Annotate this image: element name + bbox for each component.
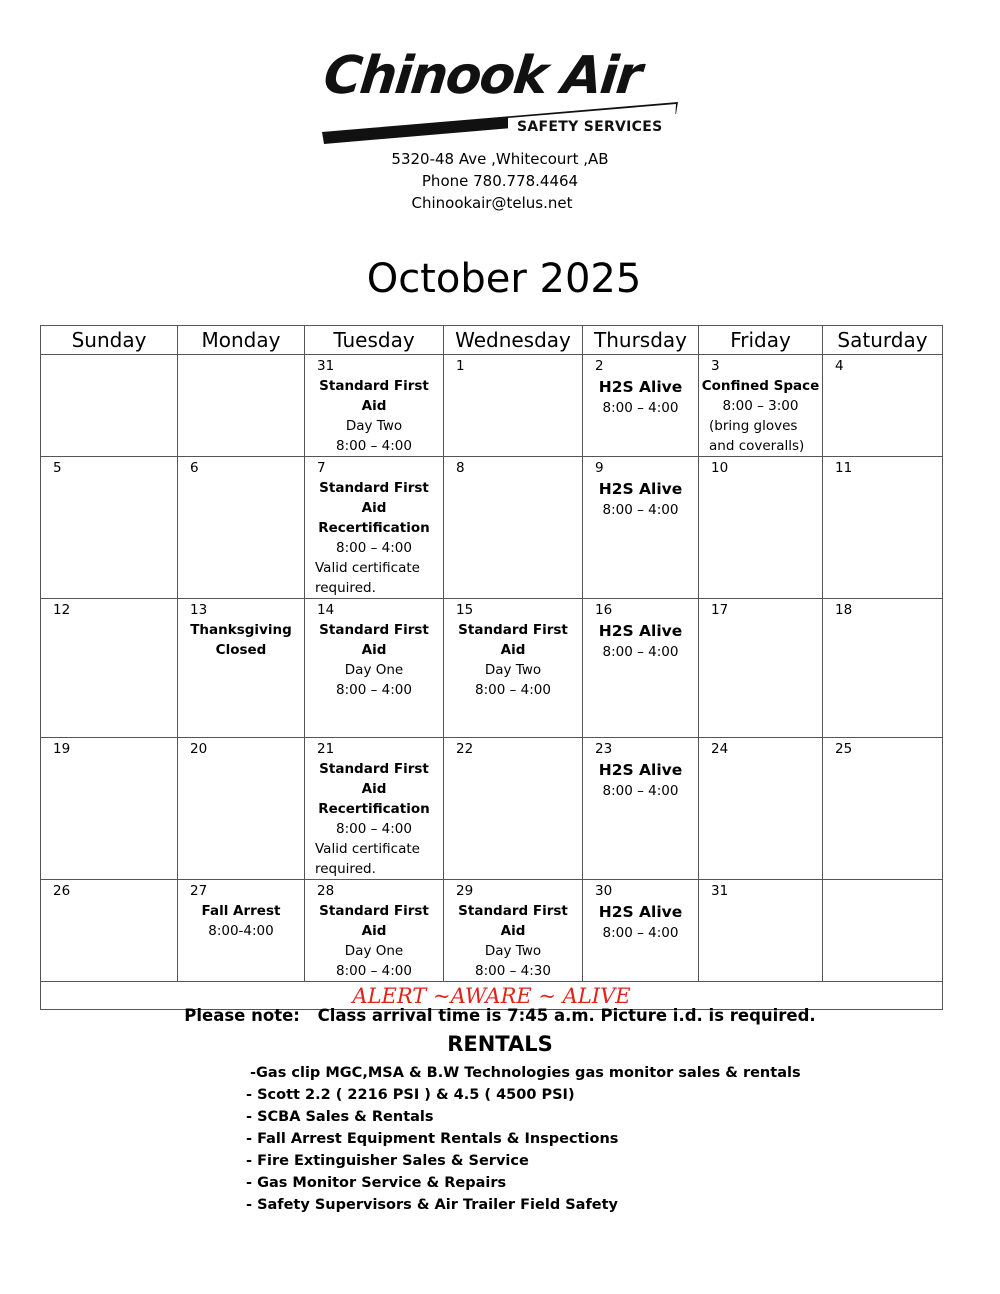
event-detail: 8:00 – 4:00 xyxy=(336,821,412,837)
event-detail: 8:00 – 4:00 xyxy=(602,400,679,416)
day-number: 25 xyxy=(835,741,853,757)
event-title: Standard First Aid xyxy=(319,378,429,414)
event-detail: Day One xyxy=(344,943,404,959)
page-title: October 2025 xyxy=(366,256,642,302)
event-detail: 8:00 – 4:00 xyxy=(336,963,412,979)
calendar-event xyxy=(305,376,443,456)
event-title: H2S Alive xyxy=(598,378,683,396)
weekday-header: Monday xyxy=(178,326,305,355)
day-cell xyxy=(699,880,823,982)
rental-item: -Gas clip MGC,MSA & B.W Technologies gas monitor sales & rentals xyxy=(250,1065,801,1081)
day-cell xyxy=(444,355,583,457)
company-logo xyxy=(318,44,688,150)
calendar-event xyxy=(444,901,582,981)
event-detail: Day Two xyxy=(484,943,542,959)
event-detail: Day Two xyxy=(345,418,403,434)
weekday-header-row xyxy=(41,326,943,355)
day-cell xyxy=(41,599,178,738)
day-cell xyxy=(41,355,178,457)
company-email: Chinookair@telus.net xyxy=(411,194,573,212)
calendar-event xyxy=(178,620,304,660)
event-note: and coveralls) xyxy=(709,438,805,454)
event-title: Standard First Aid xyxy=(319,761,429,797)
event-detail: 8:00 – 4:00 xyxy=(602,502,679,518)
event-note: (bring gloves xyxy=(709,418,798,434)
day-number: 13 xyxy=(190,602,208,618)
day-cell xyxy=(444,457,583,599)
event-subtitle: Closed xyxy=(215,642,267,658)
day-number: 28 xyxy=(317,883,335,899)
event-detail: 8:00 – 4:00 xyxy=(602,783,679,799)
day-cell xyxy=(444,599,583,738)
event-subtitle: Recertification xyxy=(318,801,430,817)
event-subtitle: Recertification xyxy=(318,520,430,536)
event-detail: 8:00 – 4:00 xyxy=(336,438,412,454)
rental-item: - Scott 2.2 ( 2216 PSI ) & 4.5 ( 4500 PSI) xyxy=(246,1087,575,1103)
event-title: H2S Alive xyxy=(598,903,683,921)
day-number: 18 xyxy=(835,602,853,618)
day-number: 7 xyxy=(317,460,326,476)
day-number: 21 xyxy=(317,741,335,757)
day-cell xyxy=(583,599,699,738)
event-detail: 8:00 – 4:00 xyxy=(336,540,412,556)
rental-item: - Safety Supervisors & Air Trailer Field Safety xyxy=(246,1197,618,1213)
day-number: 17 xyxy=(711,602,729,618)
logo-wordmark: Chinook Air xyxy=(320,46,644,106)
day-number: 24 xyxy=(711,741,729,757)
week-row xyxy=(41,355,943,457)
day-number: 20 xyxy=(190,741,208,757)
event-detail: 8:00 – 4:00 xyxy=(475,682,551,698)
day-number xyxy=(178,355,304,356)
day-number: 5 xyxy=(53,460,62,476)
day-cell xyxy=(823,599,943,738)
calendar-event xyxy=(583,759,698,801)
calendar-event xyxy=(444,620,582,700)
logo-subtitle: SAFETY SERVICES xyxy=(517,119,663,135)
rentals-list xyxy=(246,1062,801,1216)
rental-item: - Fall Arrest Equipment Rentals & Inspections xyxy=(246,1131,619,1147)
day-cell xyxy=(583,355,699,457)
day-cell xyxy=(305,355,444,457)
day-cell xyxy=(305,599,444,738)
rentals-heading: RENTALS xyxy=(447,1032,553,1056)
event-title: Standard First Aid xyxy=(458,903,568,939)
day-number: 27 xyxy=(190,883,208,899)
day-cell xyxy=(823,355,943,457)
rental-item: - Gas Monitor Service & Repairs xyxy=(246,1175,507,1191)
day-cell xyxy=(305,880,444,982)
day-number: 10 xyxy=(711,460,729,476)
day-number: 22 xyxy=(456,741,474,757)
weekday-header: Thursday xyxy=(583,326,699,355)
calendar-event xyxy=(583,901,698,943)
calendar-event xyxy=(699,376,822,456)
calendar-event xyxy=(583,620,698,662)
week-row xyxy=(41,599,943,738)
day-cell xyxy=(178,355,305,457)
event-detail: Day Two xyxy=(484,662,542,678)
day-number: 31 xyxy=(711,883,729,899)
week-row xyxy=(41,738,943,880)
day-number: 31 xyxy=(317,358,335,374)
day-number: 11 xyxy=(835,460,853,476)
event-note: required. xyxy=(315,861,376,877)
day-number xyxy=(41,355,177,356)
event-detail: Day One xyxy=(344,662,404,678)
day-cell xyxy=(699,599,823,738)
day-number: 8 xyxy=(456,460,465,476)
day-cell xyxy=(444,738,583,880)
event-title: Thanksgiving xyxy=(190,622,292,638)
calendar-event xyxy=(305,901,443,981)
day-cell xyxy=(823,457,943,599)
day-number xyxy=(823,880,942,881)
day-cell xyxy=(823,880,943,982)
calendar-event xyxy=(583,478,698,520)
company-address: 5320-48 Ave ,Whitecourt ,AB xyxy=(391,150,609,168)
calendar-event xyxy=(178,901,304,941)
day-number: 4 xyxy=(835,358,844,374)
day-cell xyxy=(583,457,699,599)
rental-item: - SCBA Sales & Rentals xyxy=(246,1109,434,1125)
calendar-event xyxy=(305,759,443,879)
calendar-table xyxy=(40,325,943,1010)
day-number: 23 xyxy=(595,741,613,757)
day-cell xyxy=(305,457,444,599)
day-cell xyxy=(305,738,444,880)
weekday-header: Wednesday xyxy=(444,326,583,355)
event-title: H2S Alive xyxy=(598,761,683,779)
day-number: 1 xyxy=(456,358,465,374)
event-detail: 8:00 – 4:30 xyxy=(475,963,551,979)
note-label: Please note: xyxy=(184,1006,300,1025)
event-detail: 8:00 – 4:00 xyxy=(602,644,679,660)
rental-item: - Fire Extinguisher Sales & Service xyxy=(246,1153,529,1169)
week-row xyxy=(41,457,943,599)
weekday-header: Tuesday xyxy=(305,326,444,355)
day-number: 12 xyxy=(53,602,71,618)
day-number: 2 xyxy=(595,358,604,374)
day-cell xyxy=(178,599,305,738)
day-cell xyxy=(41,738,178,880)
day-cell xyxy=(699,355,823,457)
event-detail: 8:00 – 4:00 xyxy=(336,682,412,698)
day-cell xyxy=(178,738,305,880)
day-number: 16 xyxy=(595,602,613,618)
day-number: 6 xyxy=(190,460,199,476)
day-cell xyxy=(178,880,305,982)
day-number: 3 xyxy=(711,358,720,374)
event-detail: 8:00 – 4:00 xyxy=(602,925,679,941)
event-note: Valid certificate xyxy=(315,560,420,576)
day-cell xyxy=(444,880,583,982)
note-text: Class arrival time is 7:45 a.m. Picture i.d. is required. xyxy=(317,1006,816,1025)
calendar-event xyxy=(305,620,443,700)
calendar-event xyxy=(305,478,443,598)
day-number: 19 xyxy=(53,741,71,757)
event-title: H2S Alive xyxy=(598,622,683,640)
day-number: 29 xyxy=(456,883,474,899)
day-number: 30 xyxy=(595,883,613,899)
day-cell xyxy=(583,738,699,880)
day-cell xyxy=(41,457,178,599)
day-cell xyxy=(583,880,699,982)
event-title: Fall Arrest xyxy=(201,903,281,919)
event-title: Standard First Aid xyxy=(319,480,429,516)
motto: ALERT ~AWARE ~ ALIVE xyxy=(41,982,943,1010)
day-cell xyxy=(178,457,305,599)
week-row xyxy=(41,880,943,982)
calendar-event xyxy=(583,376,698,418)
event-title: Standard First Aid xyxy=(458,622,568,658)
company-phone: Phone 780.778.4464 xyxy=(421,172,579,190)
day-cell xyxy=(699,457,823,599)
weekday-header: Saturday xyxy=(823,326,943,355)
event-title: Standard First Aid xyxy=(319,903,429,939)
day-cell xyxy=(823,738,943,880)
class-note xyxy=(0,1006,1000,1025)
event-title: Confined Space xyxy=(701,378,820,394)
weekday-header: Friday xyxy=(699,326,823,355)
event-note: Valid certificate xyxy=(315,841,420,857)
event-title: Standard First Aid xyxy=(319,622,429,658)
day-number: 15 xyxy=(456,602,474,618)
day-number: 26 xyxy=(53,883,71,899)
event-note: required. xyxy=(315,580,376,596)
event-detail: 8:00-4:00 xyxy=(208,923,274,939)
day-number: 14 xyxy=(317,602,335,618)
day-cell xyxy=(699,738,823,880)
event-detail: 8:00 – 3:00 xyxy=(722,398,799,414)
day-number: 9 xyxy=(595,460,604,476)
weekday-header: Sunday xyxy=(41,326,178,355)
event-title: H2S Alive xyxy=(598,480,683,498)
day-cell xyxy=(41,880,178,982)
